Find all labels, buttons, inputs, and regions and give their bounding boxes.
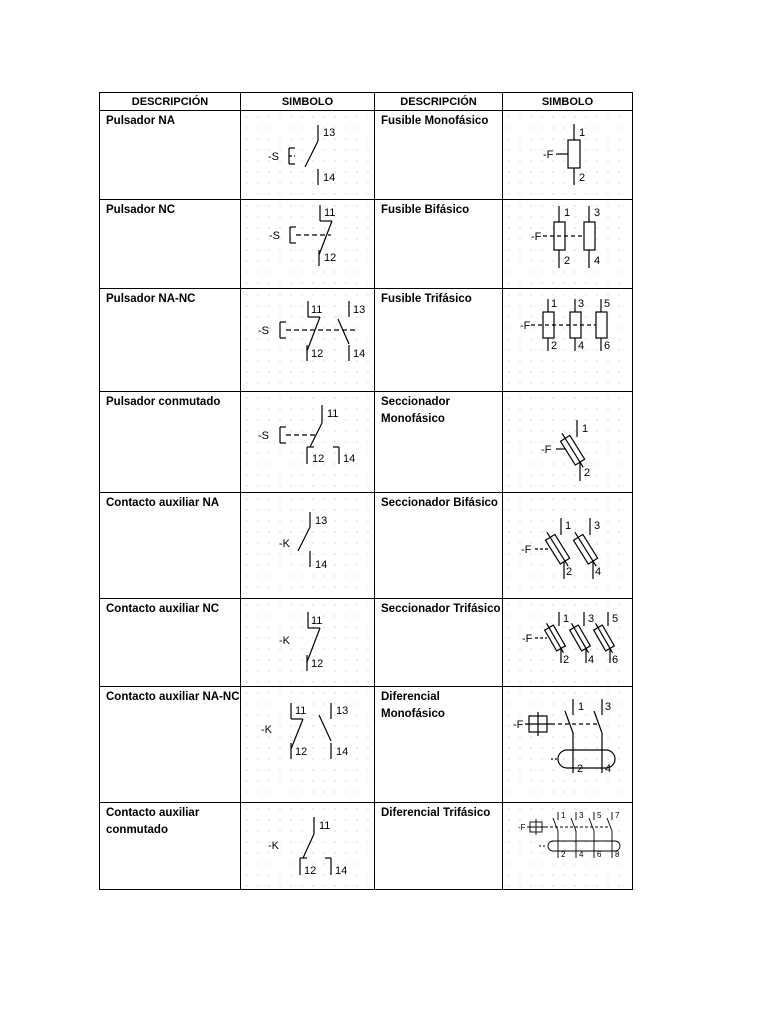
device-tag: -F (541, 444, 552, 456)
terminal-label: 12 (311, 658, 324, 670)
terminal-label: 2 (577, 763, 584, 775)
terminal-label: 2 (561, 850, 566, 859)
fuse-single-phase-symbol (503, 111, 632, 199)
description-cell: Contacto auxiliar conmutado (100, 803, 241, 890)
description-cell: Seccionador Monofásico (375, 392, 503, 493)
aux-contact-changeover-symbol (241, 803, 374, 889)
device-tag: -K (268, 840, 279, 852)
description-cell: Fusible Bifásico (375, 200, 503, 289)
symbol-cell (503, 111, 633, 200)
terminal-label: 14 (343, 453, 356, 465)
symbol-cell (503, 493, 633, 599)
table-row (100, 111, 633, 200)
terminal-label: 12 (311, 348, 324, 360)
terminal-label: 12 (312, 453, 325, 465)
symbols-table (99, 92, 633, 890)
terminal-label: 8 (615, 850, 620, 859)
symbol-cell (241, 111, 375, 200)
disconnector-three-phase-symbol (503, 599, 632, 686)
terminal-label: 7 (615, 811, 620, 820)
table-row (100, 493, 633, 599)
device-tag: -F (521, 544, 532, 556)
description-cell: Diferencial Monofásico (375, 687, 503, 803)
device-tag: -F (531, 231, 542, 243)
symbol-cell (241, 803, 375, 890)
terminal-label: 14 (353, 348, 366, 360)
terminal-label: 3 (594, 207, 601, 219)
terminal-label: 3 (579, 811, 584, 820)
terminal-label: 4 (579, 850, 584, 859)
terminal-label: 14 (323, 172, 336, 184)
terminal-label: 1 (565, 520, 572, 532)
header-symbol: SIMBOLO (241, 93, 375, 111)
terminal-label: 4 (594, 255, 601, 267)
device-tag: -K (261, 724, 272, 736)
symbol-cell (241, 289, 375, 392)
terminal-label: 13 (336, 705, 349, 717)
disconnector-single-phase-symbol (503, 392, 632, 492)
terminal-label: 2 (564, 255, 571, 267)
terminal-label: 14 (315, 559, 328, 571)
symbol-cell (503, 803, 633, 890)
terminal-label: 6 (604, 340, 611, 352)
terminal-label: 3 (588, 613, 595, 625)
terminal-label: 1 (579, 127, 586, 139)
terminal-label: 12 (295, 746, 308, 758)
description-cell: Seccionador Bifásico (375, 493, 503, 599)
description-cell: Fusible Monofásico (375, 111, 503, 200)
table-row (100, 599, 633, 687)
aux-contact-no-symbol (241, 493, 374, 598)
terminal-label: 2 (566, 566, 573, 578)
terminal-label: 3 (605, 701, 612, 713)
description-cell: Fusible Trifásico (375, 289, 503, 392)
terminal-label: 4 (605, 763, 612, 775)
header-symbol: SIMBOLO (503, 93, 633, 111)
terminal-label: 1 (564, 207, 571, 219)
device-tag: -S (258, 325, 269, 337)
symbol-cell (503, 200, 633, 289)
terminal-label: 4 (588, 654, 595, 666)
terminal-label: 12 (324, 252, 337, 264)
description-cell: Pulsador NA (100, 111, 241, 200)
terminal-label: 4 (578, 340, 585, 352)
header-description: DESCRIPCIÓN (100, 93, 241, 111)
table-row (100, 687, 633, 803)
fuse-two-phase-symbol (503, 200, 632, 288)
device-tag: -S (268, 151, 279, 163)
pushbutton-nc-symbol (241, 200, 374, 288)
table-row (100, 200, 633, 289)
terminal-label: 6 (612, 654, 619, 666)
description-cell: Seccionador Trifásico (375, 599, 503, 687)
terminal-label: 14 (336, 746, 349, 758)
terminal-label: 11 (311, 304, 323, 316)
aux-contact-no-nc-symbol (241, 687, 374, 802)
terminal-label: 1 (582, 423, 589, 435)
aux-contact-nc-symbol (241, 599, 374, 686)
terminal-label: 5 (597, 811, 602, 820)
terminal-label: 11 (295, 705, 307, 717)
description-cell: Pulsador NA-NC (100, 289, 241, 392)
terminal-label: 2 (584, 467, 591, 479)
device-tag: -F (518, 823, 526, 832)
terminal-label: 11 (327, 408, 339, 420)
device-tag: -K (279, 538, 290, 550)
terminal-label: 13 (323, 127, 336, 139)
terminal-label: 1 (563, 613, 570, 625)
terminal-label: 5 (604, 298, 611, 310)
terminal-label: 5 (612, 613, 619, 625)
device-tag: -F (543, 149, 554, 161)
device-tag: -K (279, 635, 290, 647)
description-cell: Contacto auxiliar NA-NC (100, 687, 241, 803)
symbol-cell (241, 687, 375, 803)
terminal-label: 1 (561, 811, 566, 820)
description-cell: Contacto auxiliar NC (100, 599, 241, 687)
terminal-label: 4 (595, 566, 602, 578)
pushbutton-changeover-symbol (241, 392, 374, 492)
table-row (100, 803, 633, 890)
symbol-cell (241, 493, 375, 599)
description-cell: Diferencial Trifásico (375, 803, 503, 890)
terminal-label: 13 (315, 515, 328, 527)
symbol-cell (503, 392, 633, 493)
symbol-cell (241, 200, 375, 289)
pushbutton-no-symbol (241, 111, 374, 199)
terminal-label: 3 (578, 298, 585, 310)
disconnector-two-phase-symbol (503, 493, 632, 598)
terminal-label: 2 (579, 172, 586, 184)
device-tag: -F (522, 633, 533, 645)
fuse-three-phase-symbol (503, 289, 632, 391)
terminal-label: 2 (551, 340, 558, 352)
terminal-label: 3 (594, 520, 601, 532)
device-tag: -S (269, 230, 280, 242)
symbol-cell (503, 599, 633, 687)
terminal-label: 6 (597, 850, 602, 859)
symbol-cell (241, 392, 375, 493)
table-row (100, 289, 633, 392)
symbol-cell (503, 289, 633, 392)
rcd-three-phase-symbol (503, 803, 632, 889)
table-row (100, 392, 633, 493)
terminal-label: 2 (563, 654, 570, 666)
device-tag: -F (513, 719, 524, 731)
description-cell: Pulsador NC (100, 200, 241, 289)
device-tag: -S (258, 430, 269, 442)
terminal-label: 12 (304, 865, 317, 877)
symbol-cell (241, 599, 375, 687)
terminal-label: 11 (311, 615, 323, 627)
description-cell: Pulsador conmutado (100, 392, 241, 493)
header-row (100, 93, 633, 111)
description-cell: Contacto auxiliar NA (100, 493, 241, 599)
terminal-label: 1 (578, 701, 585, 713)
symbol-cell (503, 687, 633, 803)
terminal-label: 11 (324, 207, 336, 219)
terminal-label: 13 (353, 304, 366, 316)
terminal-label: 1 (551, 298, 558, 310)
rcd-single-phase-symbol (503, 687, 632, 802)
header-description: DESCRIPCIÓN (375, 93, 503, 111)
terminal-label: 11 (319, 820, 331, 832)
device-tag: -F (520, 320, 531, 332)
terminal-label: 14 (335, 865, 348, 877)
pushbutton-no-nc-symbol (241, 289, 374, 391)
